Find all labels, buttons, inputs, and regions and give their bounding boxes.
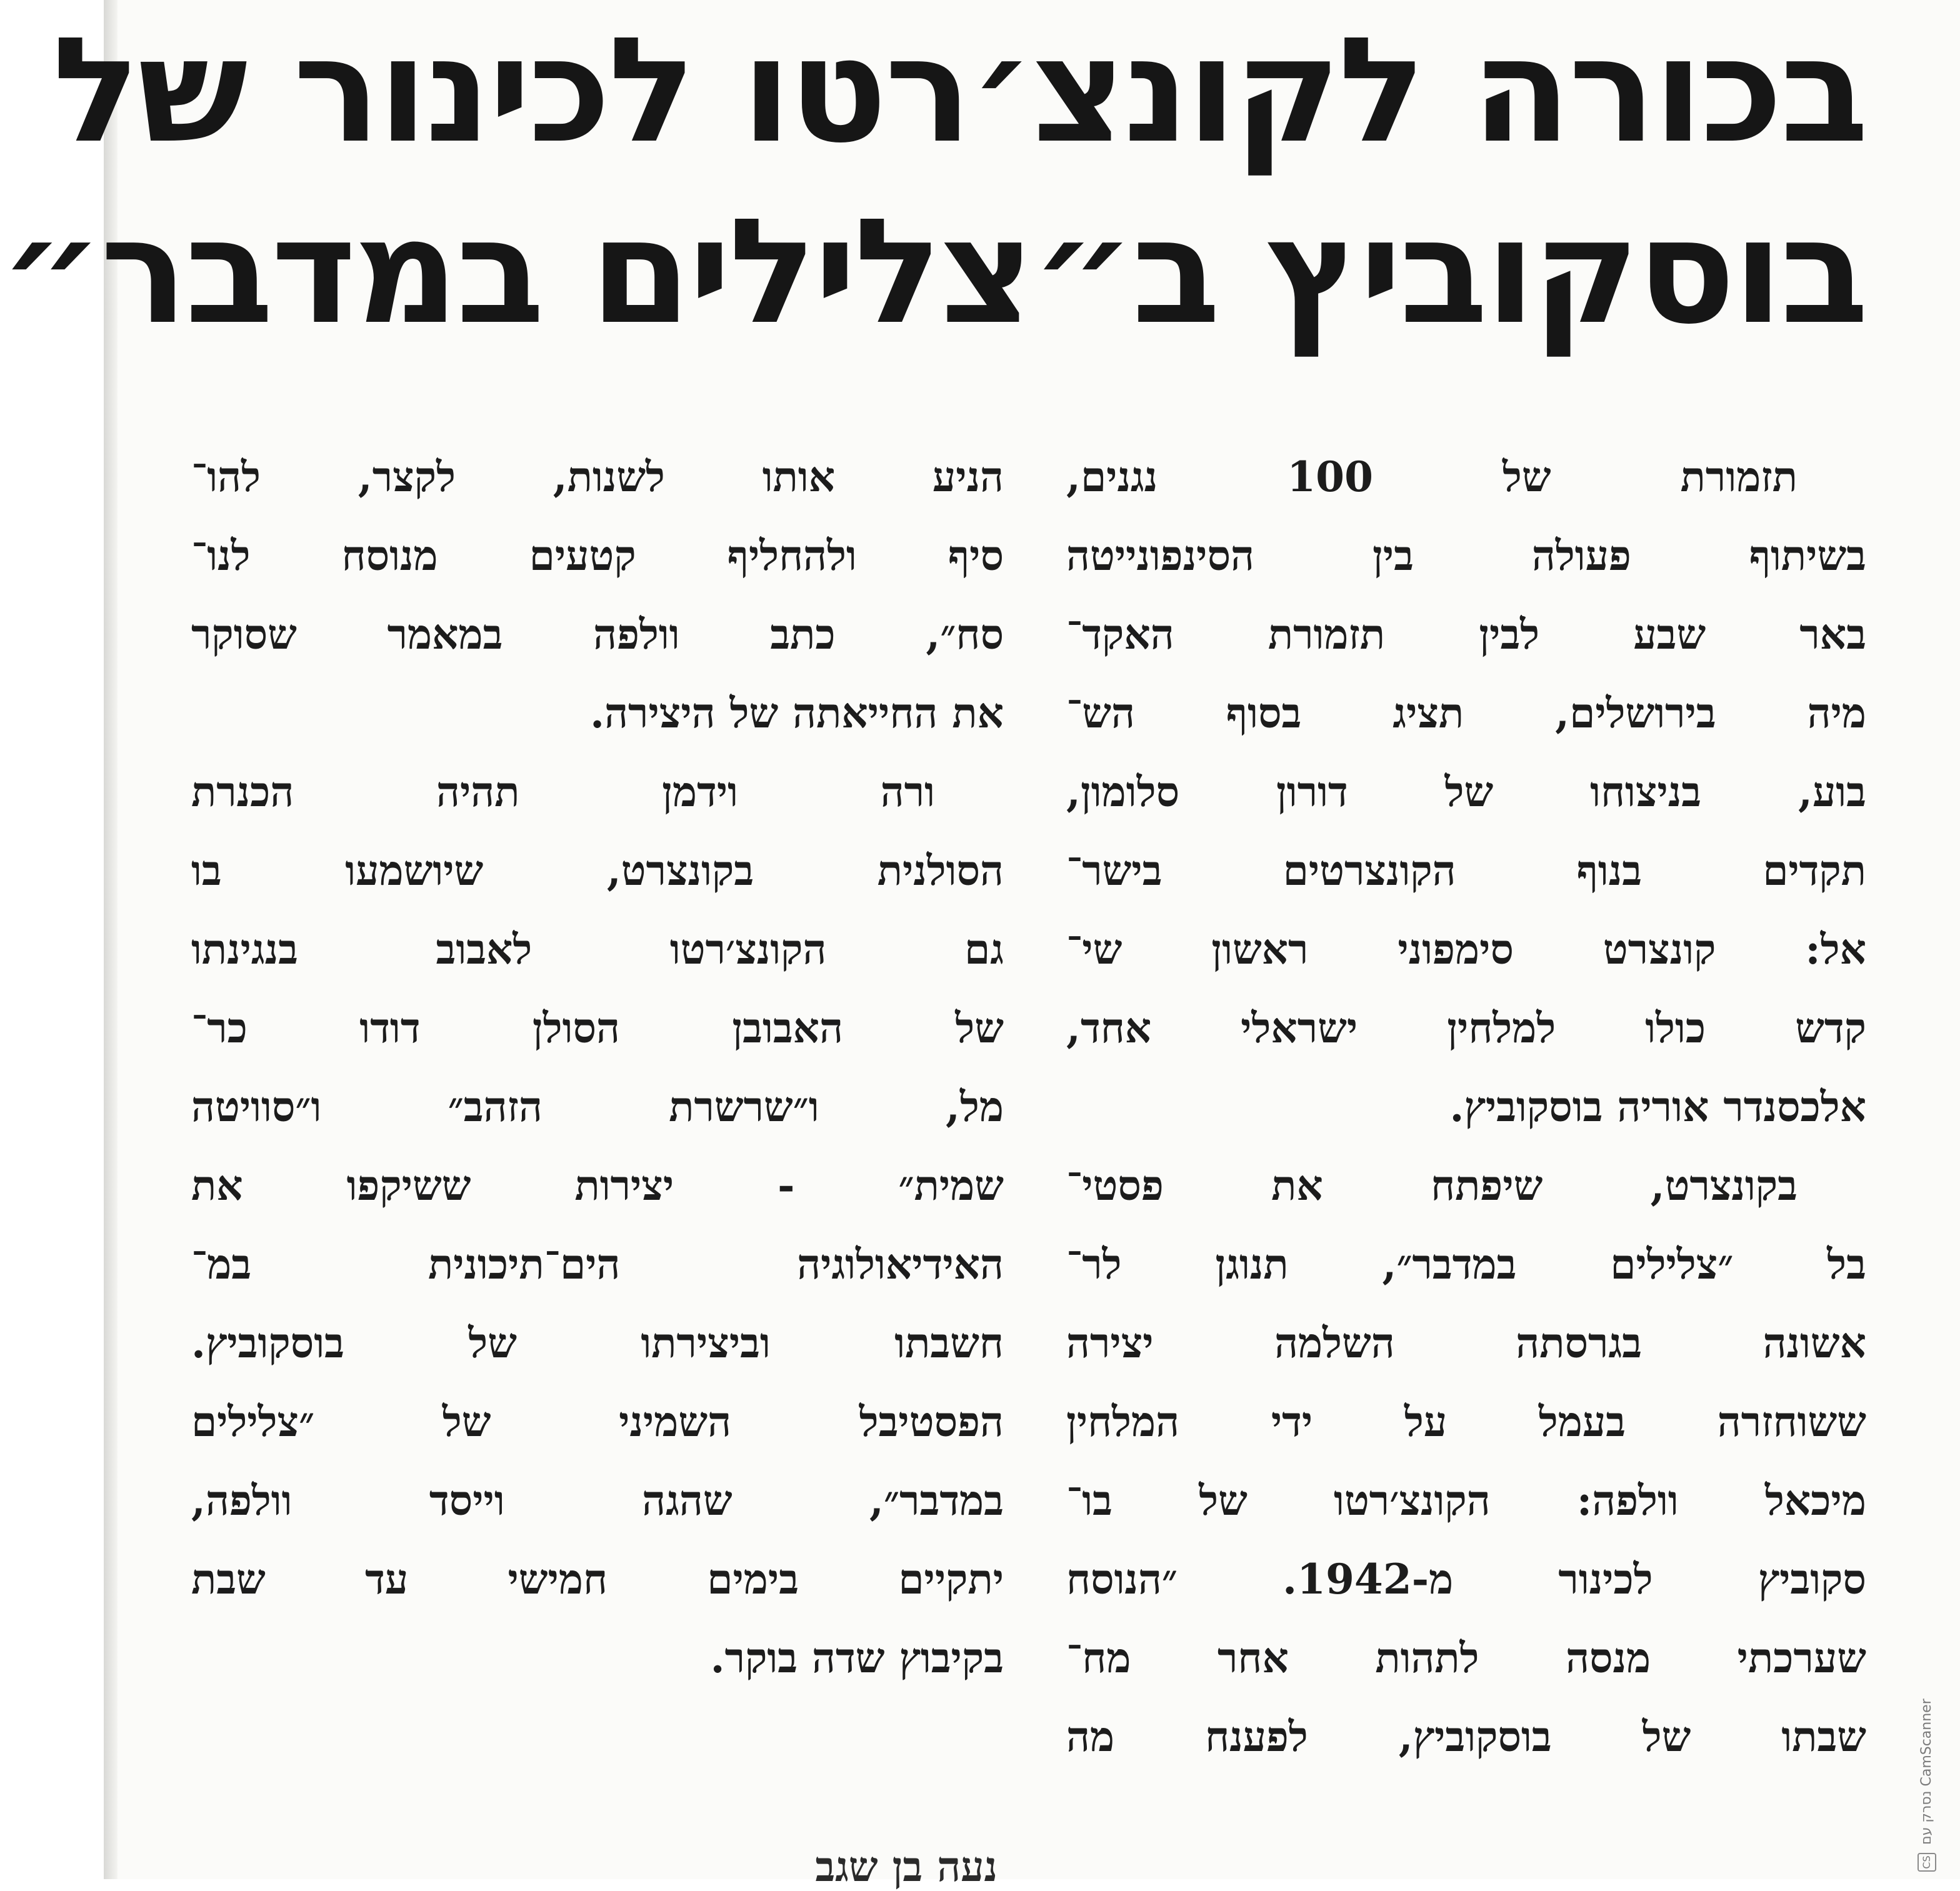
body-line: בל ״צלילים במדבר״, תנוגן לר־ bbox=[1066, 1240, 1866, 1289]
body-line: אלכסנדר אוריה בוסקוביץ. bbox=[1449, 1082, 1866, 1131]
body-line: מיכאל וולפה: הקונצ׳רטו של בו־ bbox=[1066, 1476, 1866, 1525]
byline-cut-off: נעה בן שגב bbox=[815, 1842, 998, 1891]
body-line: באר שבע לבין תזמורת האקד־ bbox=[1066, 610, 1866, 659]
body-line: סקוביץ לכינור מ-1942. ״הנוסח bbox=[1066, 1555, 1866, 1604]
article-column-left bbox=[191, 437, 1004, 1697]
body-line: את החייאתה של היצירה. bbox=[590, 689, 1004, 737]
body-line: יתקיים בימים חמישי עד שבת bbox=[191, 1555, 1004, 1604]
cs-logo-icon: CS bbox=[1918, 1853, 1936, 1872]
body-line: קדש כולו למלחין ישראלי אחד, bbox=[1066, 1004, 1866, 1052]
body-line: בקונצרט, שיפתח את פסטי־ bbox=[1066, 1161, 1798, 1210]
body-line: בוע, בניצוחו של דורון סלומון, bbox=[1066, 767, 1866, 816]
headline-line-1: בכורה לקונצ׳רטו לכינור של bbox=[52, 6, 1866, 175]
body-line: הפסטיבל השמיני של ״צלילים bbox=[191, 1397, 1004, 1446]
body-line: שערכתי מנסה לתהות אחר מח־ bbox=[1066, 1634, 1866, 1682]
body-line: אשונה בגרסתה השלמה יצירה bbox=[1066, 1319, 1866, 1367]
body-line: של האבובן הסולן דודו כר־ bbox=[191, 1004, 1004, 1052]
body-line: סיף ולהחליף קטעים מנוסח לנו־ bbox=[191, 531, 1004, 580]
body-line: סח״, כתב וולפה במאמר שסוקר bbox=[191, 610, 1004, 659]
body-line: שבתו של בוסקוביץ, לפענח מה bbox=[1066, 1712, 1866, 1761]
body-line: אל: קונצרט סימפוני ראשון שי־ bbox=[1066, 925, 1866, 974]
article-headline bbox=[0, 0, 1866, 362]
body-line: גם הקונצ׳רטו לאבוב בנגינתו bbox=[191, 925, 1004, 974]
body-line: ורה וידמן תהיה הכנרת bbox=[191, 767, 935, 816]
body-line: הסולנית בקונצרט, שיושמעו בו bbox=[191, 846, 1004, 895]
headline-line-2: בוסקוביץ ב״צלילים במדבר״ bbox=[0, 187, 1866, 356]
body-line: תקדים בנוף הקונצרטים בישר־ bbox=[1066, 846, 1866, 895]
body-line: האידיאולוגיה הים־תיכונית במ־ bbox=[191, 1240, 1004, 1289]
body-line: שמית״ - יצירות ששיקפו את bbox=[191, 1161, 1004, 1210]
body-line: הניע אותו לשנות, לקצר, להו־ bbox=[191, 452, 1004, 501]
body-line: מל, ו״שרשרת הזהב״ ו״סוויטה bbox=[191, 1082, 1004, 1131]
body-line: חשבתו וביצירתו של בוסקוביץ. bbox=[191, 1319, 1004, 1367]
article-column-right bbox=[1066, 437, 1866, 1776]
body-line: בשיתוף פעולה בין הסינפונייטה bbox=[1066, 531, 1866, 580]
scanner-watermark-text: נסרק עם CamScanner bbox=[1919, 1699, 1934, 1845]
body-line: מיה בירושלים, תציג בסוף הש־ bbox=[1066, 689, 1866, 737]
scanner-watermark bbox=[1918, 1659, 1942, 1872]
body-line: בקיבוץ שדה בוקר. bbox=[710, 1634, 1004, 1682]
body-line: במדבר״, שהגה וייסד וולפה, bbox=[191, 1476, 1004, 1525]
body-line: תזמורת של 100 נגנים, bbox=[1066, 452, 1798, 501]
body-line: ששוחזרה בעמל על ידי המלחין bbox=[1066, 1397, 1866, 1446]
